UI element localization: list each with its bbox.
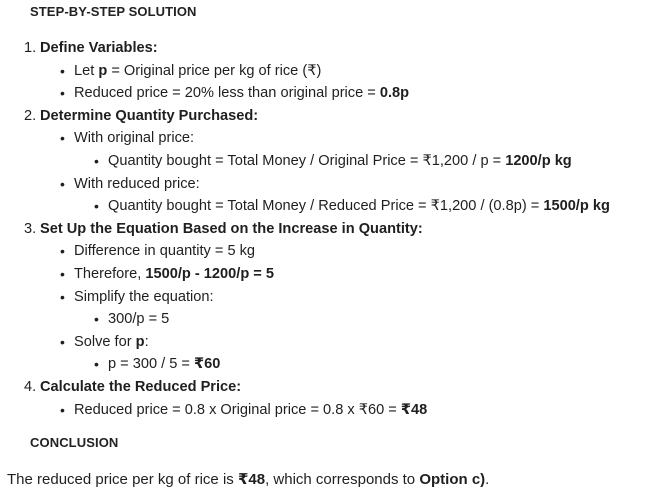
step-item bbox=[24, 376, 647, 421]
bullet-icon: • bbox=[94, 311, 99, 328]
step-number: 3. bbox=[24, 220, 37, 237]
bullet-icon: • bbox=[60, 62, 65, 79]
bullet-item bbox=[40, 286, 647, 331]
bullet-item bbox=[40, 399, 647, 422]
bullet-item bbox=[40, 82, 647, 105]
text: 300/p = 5 bbox=[108, 311, 170, 328]
step-item bbox=[24, 105, 647, 218]
solution-heading: STEP-BY-STEP SOLUTION bbox=[30, 4, 197, 19]
text: : bbox=[144, 333, 149, 350]
step-item bbox=[24, 218, 647, 376]
conclusion-text bbox=[7, 469, 637, 491]
bullet-item bbox=[40, 127, 647, 172]
text: Quantity bought = Total Money / Original Price = ₹1,200 / p = bbox=[108, 152, 506, 169]
bullet-item bbox=[40, 263, 647, 286]
bullet-icon: • bbox=[94, 152, 99, 169]
text: With original price: bbox=[74, 130, 195, 147]
sub-bullet-item bbox=[74, 353, 647, 376]
result: ₹48 bbox=[400, 401, 428, 418]
step-title: Define Variables: bbox=[40, 40, 158, 56]
answer-value: ₹48 bbox=[237, 471, 266, 488]
result: 1200/p kg bbox=[505, 152, 572, 169]
step-title: Calculate the Reduced Price: bbox=[40, 378, 242, 395]
text: . bbox=[485, 471, 490, 488]
result: 0.8p bbox=[379, 85, 410, 102]
text: = Original price per kg of rice (₹) bbox=[107, 62, 322, 79]
text: Solve for bbox=[74, 333, 136, 350]
bullet-icon: • bbox=[94, 356, 99, 373]
bullet-item bbox=[40, 240, 647, 263]
sub-bullet-item bbox=[74, 308, 647, 331]
sub-bullet-item bbox=[74, 150, 647, 173]
step-number: 4. bbox=[24, 378, 37, 395]
step-number: 1. bbox=[24, 40, 37, 56]
bullet-icon: • bbox=[94, 198, 99, 215]
bullet-icon: • bbox=[60, 243, 65, 260]
bullet-item bbox=[40, 60, 647, 83]
bullet-icon: • bbox=[60, 85, 65, 102]
text: With reduced price: bbox=[74, 175, 200, 192]
step-title: Set Up the Equation Based on the Increase in Quantity: bbox=[40, 220, 423, 237]
bullet-item bbox=[40, 173, 647, 218]
solution-steps bbox=[0, 37, 647, 421]
text: Reduced price = 0.8 x Original price = 0.8 x ₹60 = bbox=[74, 401, 401, 418]
text: Let bbox=[74, 62, 99, 79]
bullet-icon: • bbox=[60, 401, 65, 418]
bullet-icon: • bbox=[60, 130, 65, 147]
text: Difference in quantity = 5 kg bbox=[74, 243, 256, 260]
bullet-icon: • bbox=[60, 288, 65, 305]
sub-bullet-item bbox=[74, 195, 647, 218]
conclusion-heading: CONCLUSION bbox=[30, 435, 119, 450]
text: Reduced price = 20% less than original price = bbox=[74, 85, 380, 102]
equation: 1500/p - 1200/p = 5 bbox=[145, 265, 274, 282]
step-title: Determine Quantity Purchased: bbox=[40, 107, 259, 124]
text: Quantity bought = Total Money / Reduced Price = ₹1,200 / (0.8p) = bbox=[108, 198, 544, 215]
bullet-icon: • bbox=[60, 175, 65, 192]
text: Simplify the equation: bbox=[74, 288, 214, 305]
variable: p bbox=[135, 333, 145, 350]
bullet-item bbox=[40, 331, 647, 376]
bullet-icon: • bbox=[60, 333, 65, 350]
variable: p bbox=[98, 62, 108, 79]
text: The reduced price per kg of rice is bbox=[7, 471, 238, 488]
bullet-icon: • bbox=[60, 265, 65, 282]
step-number: 2. bbox=[24, 107, 37, 124]
result: 1500/p kg bbox=[543, 198, 610, 215]
text: Therefore, bbox=[74, 265, 146, 282]
text: p = 300 / 5 = bbox=[108, 356, 195, 373]
text: , which corresponds to bbox=[265, 471, 420, 488]
result: ₹60 bbox=[194, 356, 221, 373]
answer-option: Option c) bbox=[419, 471, 486, 488]
step-item bbox=[24, 37, 647, 105]
